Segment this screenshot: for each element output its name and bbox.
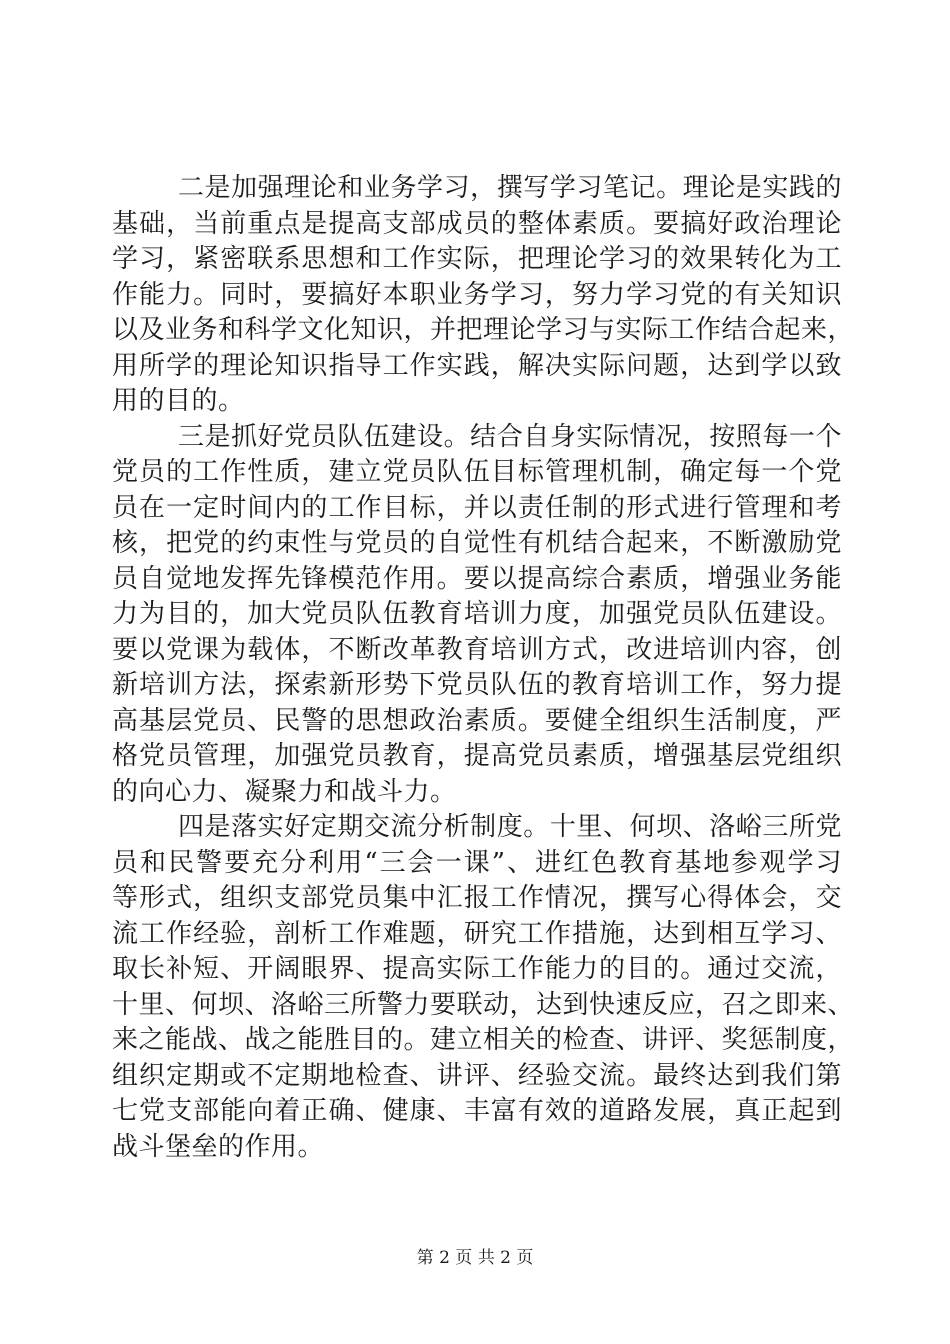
paragraph-party-team-building: [112, 420, 842, 811]
paragraph-line: 组织定期或不定期地检查、讲评、经验交流。最终达到我们第: [112, 1060, 842, 1091]
paragraph-line: 高基层党员、民警的思想政治素质。要健全组织生活制度，严: [112, 705, 842, 736]
paragraph-line: 七党支部能向着正确、健康、丰富有效的道路发展，真正起到: [112, 1096, 842, 1126]
paragraph-line: 用的目的。: [112, 386, 245, 416]
paragraph-line: 用所学的理论知识指导工作实践，解决实际问题，达到学以致: [112, 350, 842, 381]
paragraph-line: 作能力。同时，要搞好本职业务学习，努力学习党的有关知识: [112, 279, 842, 310]
paragraph-line: 员在一定时间内的工作目标，并以责任制的形式进行管理和考: [112, 492, 842, 523]
paragraph-line: 三是抓好党员队伍建设。结合自身实际情况，按照每一个: [178, 421, 842, 452]
paragraph-line: 等形式，组织支部党员集中汇报工作情况，撰写心得体会，交: [112, 883, 842, 913]
paragraph-line: 的向心力、凝聚力和战斗力。: [112, 776, 457, 807]
paragraph-line: 流工作经验，剖析工作难题，研究工作措施，达到相互学习、: [112, 918, 842, 949]
paragraph-line: 取长补短、开阔眼界、提高实际工作能力的目的。通过交流，: [112, 954, 842, 984]
paragraph-line: 二是加强理论和业务学习，撰写学习笔记。理论是实践的: [178, 173, 842, 203]
paragraph-line: 十里、何坝、洛峪三所警力要联动，达到快速反应，召之即来、: [112, 989, 855, 1020]
paragraph-line: 党员的工作性质，建立党员队伍目标管理机制，确定每一个党: [112, 457, 842, 487]
paragraph-theory-study: [112, 171, 855, 420]
page-number-footer: 第 2 页 共 2 页: [416, 1248, 534, 1268]
paragraph-line: 学习，紧密联系思想和工作实际，把理论学习的效果转化为工: [112, 244, 842, 274]
paragraph-line: 员和民警要充分利用“三会一课”、进红色教育基地参观学习: [112, 847, 842, 878]
paragraph-line: 员自觉地发挥先锋模范作用。要以提高综合素质，增强业务能: [112, 563, 842, 594]
document-body: [112, 171, 855, 1165]
paragraph-line: 格党员管理，加强党员教育，提高党员素质，增强基层党组织: [112, 741, 842, 771]
paragraph-line: 力为目的，加大党员队伍教育培训力度，加强党员队伍建设。: [112, 599, 842, 629]
paragraph-line: 要以党课为载体，不断改革教育培训方式，改进培训内容，创: [112, 634, 842, 665]
paragraph-line: 来之能战、战之能胜目的。建立相关的检查、讲评、奖惩制度，: [112, 1025, 855, 1055]
paragraph-exchange-system: [112, 810, 855, 1165]
paragraph-line: 战斗堡垒的作用。: [112, 1131, 325, 1162]
paragraph-line: 基础，当前重点是提高支部成员的整体素质。要搞好政治理论: [112, 208, 842, 239]
paragraph-line: 核，把党的约束性与党员的自觉性有机结合起来，不断激励党: [112, 528, 842, 558]
paragraph-line: 以及业务和科学文化知识，并把理论学习与实际工作结合起来，: [112, 315, 855, 345]
paragraph-line: 四是落实好定期交流分析制度。十里、何坝、洛峪三所党: [178, 812, 842, 842]
paragraph-line: 新培训方法，探索新形势下党员队伍的教育培训工作，努力提: [112, 670, 842, 700]
